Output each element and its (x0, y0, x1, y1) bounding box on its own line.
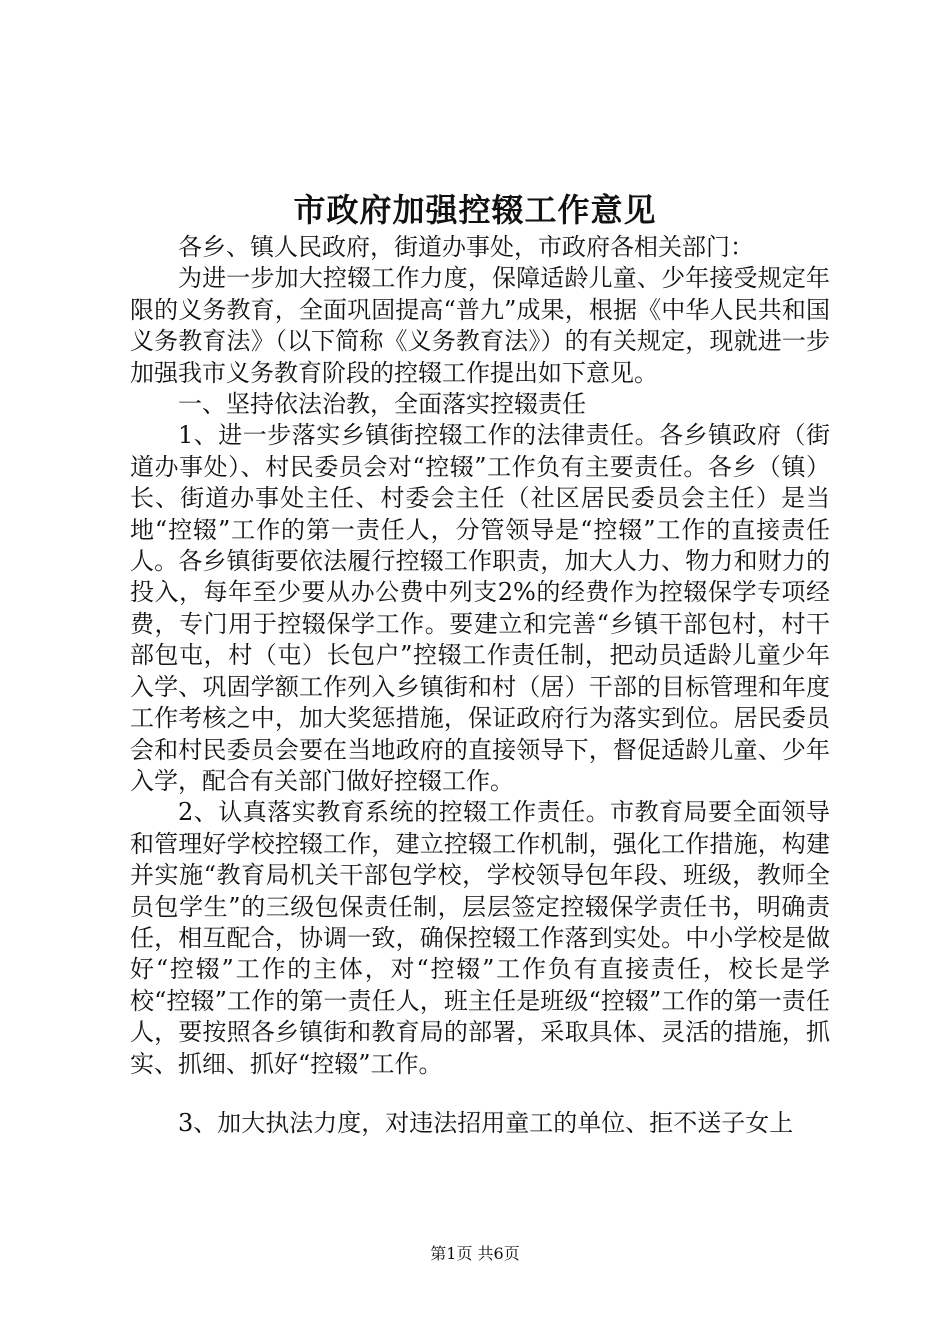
document-title: 市政府加强控辍工作意见 (293, 191, 657, 229)
paragraph-item-2: 2、认真落实教育系统的控辍工作责任。市教育局要全面领导和管理好学校控辍工作，建立控辍工作机制，强化工作措施，构建并实施“教育局机关干部包学校，学校领导包年段、班级，教师全员包学生”的三级包保责任制，层层签定控辍保学责任书，明确责任，相互配合，协调一致，确保控辍工作落到实处。中小学校是做好“控辍”工作的主体，对“控辍”工作负有直接责任，校长是学校“控辍”工作的第一责任人，班主任是班级“控辍”工作的第一责任人，要按照各乡镇街和教育局的部署，采取具体、灵活的措施，抓实、抓细、抓好“控辍”工作。 (130, 798, 830, 1078)
paragraph-item-3: 3、加大执法力度，对违法招用童工的单位、拒不送子女上 (178, 1108, 794, 1137)
document-body (130, 232, 830, 1139)
paragraph-item-1: 1、进一步落实乡镇街控辍工作的法律责任。各乡镇政府（街道办事处）、村民委员会对“控辍”工作负有主要责任。各乡（镇）长、街道办事处主任、村委会主任（社区居民委员会主任）是当地“控辍”工作的第一责任人，分管领导是“控辍”工作的直接责任人。各乡镇街要依法履行控辍工作职责，加大人力、物力和财力的投入，每年至少要从办公费中列支2%的经费作为控辍保学专项经费，专门用于控辍保学工作。要建立和完善“乡镇干部包村，村干部包屯，村（屯）长包户”控辍工作责任制，把动员适龄儿童少年入学、巩固学额工作列入乡镇街和村（居）干部的目标管理和年度工作考核之中，加大奖惩措施，保证政府行为落实到位。居民委员会和村民委员会要在当地政府的直接领导下，督促适龄儿童、少年入学，配合有关部门做好控辍工作。 (130, 421, 830, 795)
page-number-footer: 第1页 共6页 (430, 1244, 520, 1263)
section-heading: 一、坚持依法治教，全面落实控辍责任 (178, 390, 586, 419)
addressee-line: 各乡、镇人民政府，街道办事处，市政府各相关部门： (178, 233, 754, 261)
paragraph-intro: 为进一步加大控辍工作力度，保障适龄儿童、少年接受规定年限的义务教育，全面巩固提高“普九”成果，根据《中华人民共和国义务教育法》（以下简称《义务教育法》）的有关规定，现就进一步加强我市义务教育阶段的控辍工作提出如下意见。 (130, 264, 830, 387)
